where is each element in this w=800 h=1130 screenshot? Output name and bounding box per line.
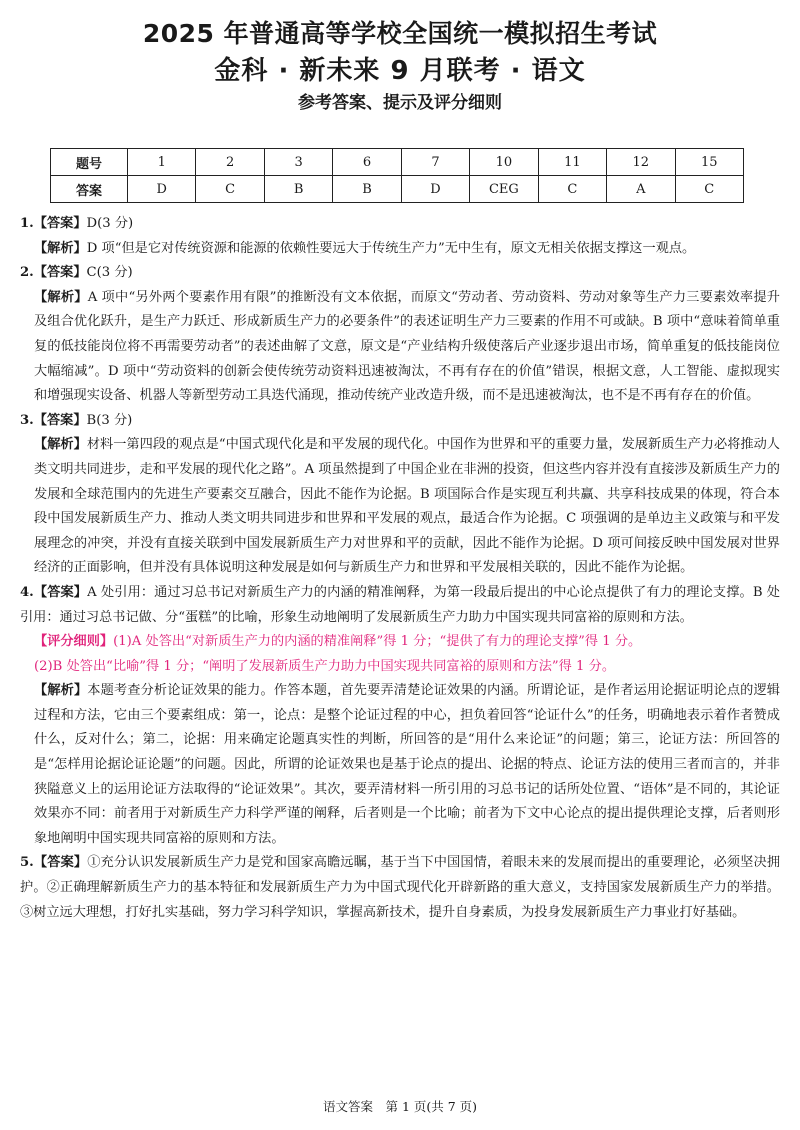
question-number-row bbox=[51, 149, 744, 176]
analysis-tag: 【解析】 bbox=[34, 683, 88, 699]
analysis-tag: 【解析】 bbox=[34, 240, 87, 256]
answer-tag: 【答案】 bbox=[33, 584, 88, 600]
answer-cell: CEG bbox=[470, 176, 538, 203]
row-label-answer: 答案 bbox=[51, 176, 128, 203]
analysis-tag: 【解析】 bbox=[34, 437, 87, 453]
answer-tag: 【答案】 bbox=[33, 855, 88, 871]
q4-answer bbox=[20, 581, 780, 630]
answer-tag: 【答案】 bbox=[33, 216, 87, 231]
q3-answer bbox=[20, 409, 780, 434]
q5-answer-text: ①充分认识发展新质生产力是党和国家高瞻远瞩，基于当下中国国情，着眼未来的发展而提出的重要理论，必须坚决拥护。②正确理解新质生产力的基本特征和发展新质生产力为中国式现代化开辟新路的重大意义，支持国家发展新质生产力的举措。③树立远大理想，打好扎实基础，努力学习科学知识，掌握高新技术，提升自身素质，为投身发展新质生产力事业打好基础。 bbox=[20, 855, 781, 920]
q2-analysis-text: A 项中“另外两个要素作用有限”的推断没有文本依据，而原文“劳动者、劳动资料、劳动对象等生产力三要素效率提升及组合优化跃升，是生产力跃迁、形成新质生产力的必要条件”的表述证明生产力三要素的作用不可或缺。B 项中“意味着简单重复的低技能岗位将不再需要劳动者”的表述曲解了文意，原文是“产业结构升级使落后产业逐步退出市场，简单重复的低技能岗位大幅缩减”。D 项中“劳动资料的创新会使传统劳动资料迅速被淘汰，不再有存在的价值”错误，根据文意，人工智能、虚拟现实和增强现实设备、机器人等新型劳动工具迭代涌现，推动传统产业改造升级，而不是迅速被淘汰，也不是不再有存在的价值。 bbox=[34, 289, 780, 404]
q2-answer-text: C(3 分) bbox=[86, 265, 133, 281]
q4-analysis-text: 本题考查分析论证效果的能力。作答本题，首先要弄清楚论证效果的内涵。所谓论证，是作者运用论据证明论点的逻辑过程和方法，它由三个要素组成：第一，论点：是整个论证过程的中心，担负着回答“论证什么”的任务，明确地表示着作者赞成什么，反对什么；第二，论据：用来确定论题真实性的判断，所回答的是“用什么来论证”的问题；第三，论证方法：所回答的是“怎样用论据论证论题”的问题。因此，所谓的论证效果也是基于论点的提出、论据的特点、论证方法的使用三者而言的，并非狭隘意义上的运用论证方法取得的“论证效果”。其次，要弄清材料一所引用的习总书记的话所处位置、“语体”是不同的，其论证效果亦不同：前者用于对新质生产力科学严谨的阐释，后者则是一个比喻；前者为下文中心论点的提出提供理论支撑，后者则形象地阐明中国实现共同富裕的原则和方法。 bbox=[34, 683, 780, 846]
question-cell: 6 bbox=[333, 149, 401, 176]
question-cell: 2 bbox=[196, 149, 264, 176]
q1-number: 1. bbox=[20, 216, 34, 231]
analysis-tag: 【解析】 bbox=[34, 289, 88, 305]
q2-answer bbox=[20, 261, 780, 286]
answer-tag: 【答案】 bbox=[33, 265, 87, 281]
answer-explanations bbox=[20, 212, 780, 925]
q3-answer-text: B(3 分) bbox=[86, 412, 133, 428]
q3-analysis-text: 材料一第四段的观点是“中国式现代化是和平发展的现代化。中国作为世界和平的重要力量，发展新质生产力必将推动人类文明共同进步，走和平发展的现代化之路”。A 项虽然提到了中国企业在非洲的投资，但这些内容并没有直接涉及新质生产力的发展和全球范围内的先进生产要素交互融合，因此不能作为论据。B 项国际合作是实现互利共赢、共享科技成果的体现，符合本段中国发展新质生产力、推动人类文明共同进步和世界和平发展的观点，最适合作为论据。C 项强调的是单边主义政策与和平发展理念的冲突，并没有直接关联到中国发展新质生产力对世界和平的贡献，因此不能作为论据。D 项可间接反映中国发展对世界经济的正面影响，但并没有具体说明这种发展是如何与新质生产力和世界和平发展相关联的，因此不能作为论据。 bbox=[34, 437, 780, 576]
q4-analysis bbox=[20, 679, 780, 851]
question-cell: 7 bbox=[401, 149, 469, 176]
q4-scoring-2-text: (2)B 处答出“比喻”得 1 分；“阐明了发展新质生产力助力中国实现共同富裕的原则和方法”得 1 分。 bbox=[34, 658, 616, 674]
q4-scoring-2 bbox=[20, 655, 780, 680]
q2-number: 2. bbox=[20, 265, 34, 281]
exam-title: 2025 年普通高等学校全国统一模拟招生考试 bbox=[142, 19, 658, 48]
answer-cell: A bbox=[607, 176, 675, 203]
q4-scoring-1 bbox=[20, 630, 780, 655]
q5-number: 5. bbox=[20, 855, 34, 871]
answer-cell: C bbox=[538, 176, 606, 203]
answer-cell: C bbox=[675, 176, 744, 203]
answer-row bbox=[51, 176, 744, 203]
question-cell: 15 bbox=[675, 149, 744, 176]
question-cell: 10 bbox=[470, 149, 538, 176]
answer-cell: D bbox=[401, 176, 469, 203]
exam-subtitle: 金科 · 新未来 9 月联考 · 语文 bbox=[214, 56, 586, 86]
q1-answer-text: D(3 分) bbox=[86, 216, 134, 231]
answer-cell: B bbox=[264, 176, 332, 203]
q5-answer bbox=[20, 851, 780, 925]
q3-analysis bbox=[20, 433, 780, 581]
q1-answer bbox=[20, 212, 780, 237]
q4-number: 4. bbox=[20, 584, 34, 600]
page-footer: 语文答案 第 1 页(共 7 页) bbox=[322, 1099, 478, 1114]
row-label-question: 题号 bbox=[51, 149, 128, 176]
question-cell: 1 bbox=[128, 149, 196, 176]
q3-number: 3. bbox=[20, 412, 34, 428]
answer-tag: 【答案】 bbox=[33, 412, 87, 428]
question-cell: 3 bbox=[264, 149, 332, 176]
answer-table bbox=[50, 148, 744, 203]
scoring-tag: 【评分细则】 bbox=[34, 634, 114, 650]
q2-analysis bbox=[20, 286, 780, 409]
question-cell: 11 bbox=[538, 149, 606, 176]
section-title: 参考答案、提示及评分细则 bbox=[298, 93, 502, 113]
question-cell: 12 bbox=[607, 149, 675, 176]
answer-cell: D bbox=[128, 176, 196, 203]
q4-answer-text: A 处引用：通过习总书记对新质生产力的内涵的精准阐释，为第一段最后提出的中心论点提供了有力的理论支撑。B 处引用：通过习总书记做、分“蛋糕”的比喻，形象生动地阐明了发展新质生产力助力中国实现共同富裕的原则和方法。 bbox=[20, 584, 780, 625]
q1-analysis bbox=[20, 237, 780, 262]
q4-scoring-1-text: (1)A 处答出“对新质生产力的内涵的精准阐释”得 1 分；“提供了有力的理论支撑”得 1 分。 bbox=[113, 634, 642, 650]
answer-cell: C bbox=[196, 176, 264, 203]
q1-analysis-text: D 项“但是它对传统资源和能源的依赖性要远大于传统生产力”无中生有，原文无相关依据支撑这一观点。 bbox=[86, 240, 696, 256]
answer-cell: B bbox=[333, 176, 401, 203]
